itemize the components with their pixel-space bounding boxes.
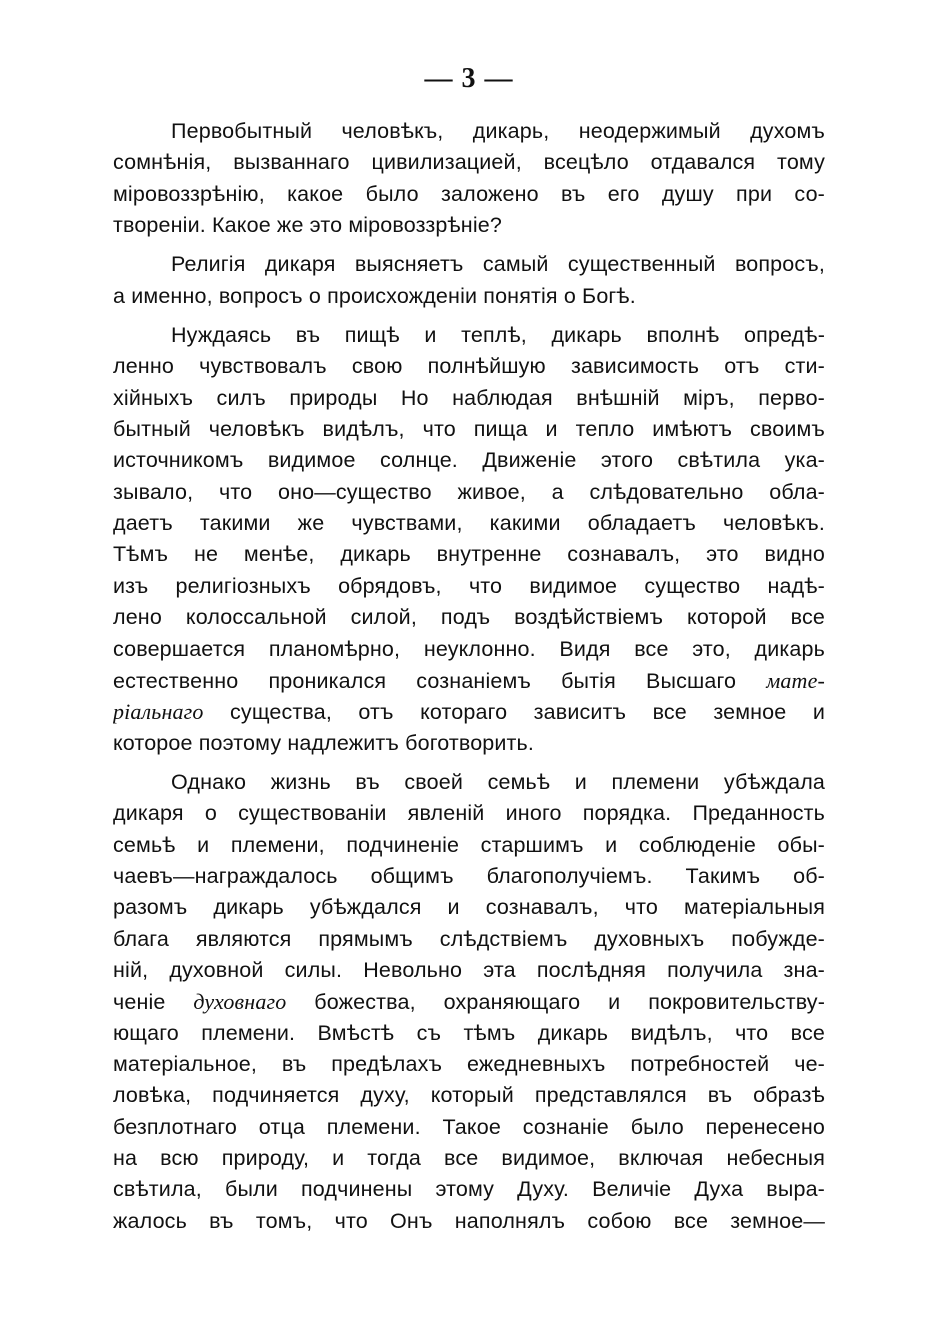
text-line: лено колоссальной силой, подъ воздѣйствіемъ которой все <box>113 605 825 630</box>
text-line: семьѣ и племени, подчиненіе старшимъ и соблюденіе обы- <box>113 832 825 857</box>
text-line: свѣтила, были подчинены этому Духу. Величіе Духа выра- <box>113 1177 825 1202</box>
text-line: источникомъ видимое солнце. Движеніе этого свѣтила ука- <box>113 448 825 473</box>
paragraph <box>113 249 825 312</box>
text-line <box>113 986 825 1017</box>
page-number: — 3 — <box>424 63 514 94</box>
text-line: міровоззрѣнію, какое было заложено въ его душу при со- <box>113 181 825 206</box>
text-line: безплотнаго отца племени. Такое сознаніе было перенесено <box>113 1114 825 1139</box>
italic-run: ріальнаго <box>113 699 204 725</box>
text-line <box>113 696 825 727</box>
page-text <box>113 116 825 1245</box>
text-line: Нуждаясь въ пищѣ и теплѣ, дикарь вполнѣ опредѣ- <box>171 323 825 348</box>
text-line: бытный человѣкъ видѣлъ, что пища и тепло имѣютъ своимъ <box>113 417 825 442</box>
text-line: изъ религіозныхъ обрядовъ, что видимое существо надѣ- <box>113 573 825 598</box>
book-page <box>113 0 825 1333</box>
italic-run: мате- <box>766 667 825 693</box>
text-line: Однако жизнь въ своей семьѣ и племени убѣждала <box>171 769 825 794</box>
text-line: зывало, что оно—существо живое, а слѣдовательно обла- <box>113 479 825 504</box>
text-line: разомъ дикарь убѣждался и сознавалъ, что матеріальныя <box>113 895 825 920</box>
text-line: совершается планомѣрно, неуклонно. Видя все это, дикарь <box>113 636 825 661</box>
text-line: сомнѣнія, вызваннаго цивилизацией, всецѣло отдавался тому <box>113 150 825 175</box>
text-line: блага являются прямымъ слѣдствіемъ духовныхъ побужде- <box>113 926 825 951</box>
text-line: Религія дикаря выясняетъ самый существенный вопросъ, <box>171 252 825 277</box>
text-run: ченіе <box>113 990 194 1015</box>
text-line: ловѣка, подчиняется духу, который представлялся въ образѣ <box>113 1083 825 1108</box>
text-run: божества, охраняющаго и покровительству- <box>286 990 825 1015</box>
text-line: хійныхъ силъ природы Но наблюдая внѣшній міръ, перво- <box>113 385 825 410</box>
italic-run: духовнаго <box>193 989 287 1015</box>
text-line: дикаря о существованіи явленій иного порядка. Преданность <box>113 801 825 826</box>
text-line: даетъ такими же чувствами, какими обладаетъ человѣкъ. <box>113 511 825 536</box>
text-line: Первобытный человѣкъ, дикарь, неодержимый духомъ <box>171 119 825 143</box>
text-run: существа, отъ котораго зависитъ все земное и <box>203 700 825 725</box>
text-run: естественно проникался сознаніемъ бытія Высшаго <box>113 668 767 693</box>
text-line: ющаго племени. Вмѣстѣ съ тѣмъ дикарь видѣлъ, что все <box>113 1020 825 1045</box>
text-line: а именно, вопросъ о происхожденіи понятія о Богѣ. <box>113 283 636 308</box>
text-line: твореніи. Какое же это міровоззрѣніе? <box>113 213 502 238</box>
text-line: матеріальное, въ предѣлахъ ежедневныхъ потребностей че- <box>113 1051 825 1076</box>
text-line: жалось въ томъ, что Онъ наполнялъ собою все земное— <box>113 1208 825 1233</box>
text-line: Тѣмъ не менѣе, дикарь внутренне сознавалъ, это видно <box>113 542 825 567</box>
text-line <box>113 665 825 696</box>
text-line: ній, духовной силы. Невольно эта послѣдняя получила зна- <box>113 957 825 982</box>
paragraph <box>113 116 825 241</box>
text-line: ленно чувствовалъ свою полнѣйшую зависимость отъ сти- <box>113 354 825 379</box>
text-line: на всю природу, и тогда все видимое, включая небесныя <box>113 1146 825 1170</box>
paragraph <box>113 767 825 1237</box>
text-line: чаевъ—награждалось общимъ благополучіемъ. Такимъ об- <box>113 863 825 888</box>
paragraph <box>113 320 825 759</box>
text-line: которое поэтому надлежитъ боготворить. <box>113 730 535 755</box>
